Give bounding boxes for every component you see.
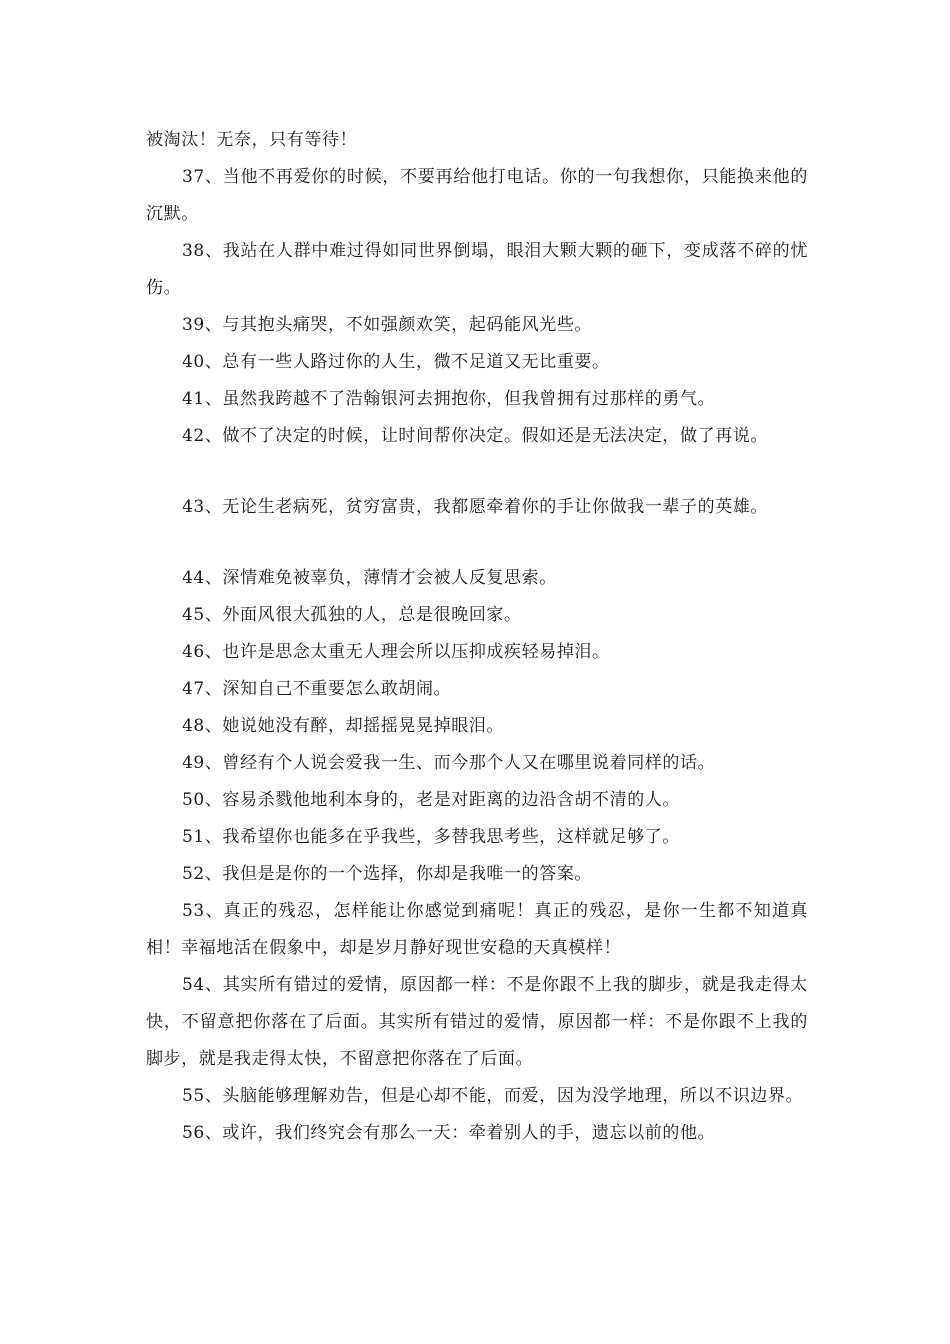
paragraph-45: 45、外面风很大孤独的人，总是很晚回家。 [182, 605, 522, 625]
paragraph-54: 54、其实所有错过的爱情，原因都一样：不是你跟不上我的脚步，就是我走得太快，不留意把你落在了后面。其实所有错过的爱情，原因都一样：不是你跟不上我的脚步，就是我走得太快，不留意把你落在了后面。 [146, 975, 808, 1069]
paragraph-47: 47、深知自己不重要怎么敢胡闹。 [182, 679, 452, 699]
paragraph-38: 38、我站在人群中难过得如同世界倒塌，眼泪大颗大颗的砸下，变成落不碎的忧伤。 [146, 241, 808, 298]
paragraph-continuation: 被淘汰！无奈，只有等待！ [146, 130, 358, 150]
paragraph-51: 51、我希望你也能多在乎我些，多替我思考些，这样就足够了。 [182, 827, 681, 847]
paragraph-40: 40、总有一些人路过你的人生，微不足道又无比重要。 [182, 352, 610, 372]
paragraph-53: 53、真正的残忍，怎样能让你感觉到痛呢！真正的残忍，是你一生都不知道真相！幸福地活在假象中，却是岁月静好现世安稳的天真模样！ [146, 901, 808, 958]
paragraph-49: 49、曾经有个人说会爱我一生、而今那个人又在哪里说着同样的话。 [182, 753, 716, 773]
paragraph-39: 39、与其抱头痛哭，不如强颜欢笑，起码能风光些。 [182, 315, 593, 335]
paragraph-48: 48、她说她没有醉，却摇摇晃晃掉眼泪。 [182, 716, 505, 736]
paragraph-56: 56、或许，我们终究会有那么一天：牵着别人的手，遗忘以前的他。 [182, 1123, 716, 1143]
paragraph-55: 55、头脑能够理解劝告，但是心却不能，而爱，因为没学地理，所以不识边界。 [182, 1086, 804, 1106]
paragraph-42: 42、做不了决定的时候，让时间帮你决定。假如还是无法决定，做了再说。 [182, 426, 769, 446]
paragraph-46: 46、也许是思念太重无人理会所以压抑成疾轻易掉泪。 [182, 642, 610, 662]
paragraph-41: 41、虽然我跨越不了浩翰银河去拥抱你，但我曾拥有过那样的勇气。 [182, 389, 716, 409]
document-body [146, 122, 808, 1152]
paragraph-50: 50、容易杀戮他地利本身的，老是对距离的边沿含胡不清的人。 [182, 790, 681, 810]
paragraph-44: 44、深情难免被辜负，薄情才会被人反复思索。 [182, 568, 557, 588]
paragraph-52: 52、我但是是你的一个选择，你却是我唯一的答案。 [182, 864, 593, 884]
paragraph-37: 37、当他不再爱你的时候，不要再给他打电话。你的一句我想你，只能换来他的沉默。 [146, 167, 808, 224]
blank-line [146, 455, 808, 489]
paragraph-43: 43、无论生老病死，贫穷富贵，我都愿牵着你的手让你做我一辈子的英雄。 [182, 497, 769, 517]
blank-line [146, 526, 808, 560]
